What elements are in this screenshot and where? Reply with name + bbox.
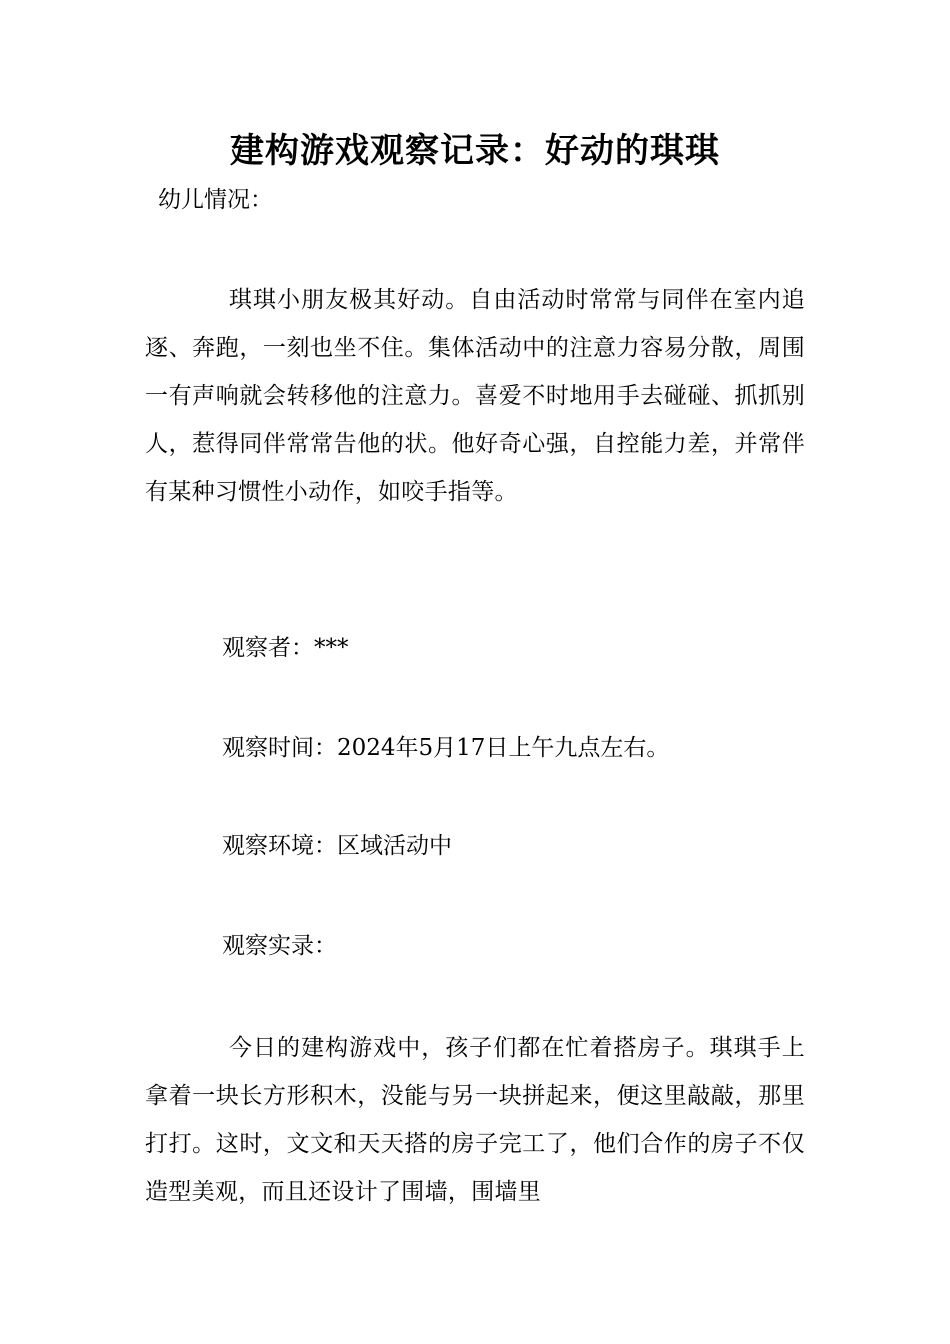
child-situation-label: 幼儿情况：	[158, 187, 273, 213]
observation-record-paragraph: 今日的建构游戏中，孩子们都在忙着搭房子。琪琪手上拿着一块长方形积木，没能与另一块拼起来，便这里敲敲，那里打打。这时，文文和天天搭的房子完工了，他们合作的房子不仅造型美观，而且还设计了围墙，围墙里	[145, 1035, 805, 1205]
observer-line: 观察者：***	[222, 635, 349, 661]
observation-time-line: 观察时间：2024年5月17日上午九点左右。	[222, 735, 670, 761]
document-title: 建构游戏观察记录：好动的琪琪	[230, 131, 720, 171]
child-description-paragraph: 琪琪小朋友极其好动。自由活动时常常与同伴在室内追逐、奔跑，一刻也坐不住。集体活动中的注意力容易分散，周围一有声响就会转移他的注意力。喜爱不时地用手去碰碰、抓抓别人，惹得同伴常常告他的状。他好奇心强，自控能力差，并常伴有某种习惯性小动作，如咬手指等。	[145, 287, 805, 505]
observation-record-label: 观察实录：	[222, 933, 337, 959]
observation-environment-line: 观察环境：区域活动中	[222, 833, 452, 859]
